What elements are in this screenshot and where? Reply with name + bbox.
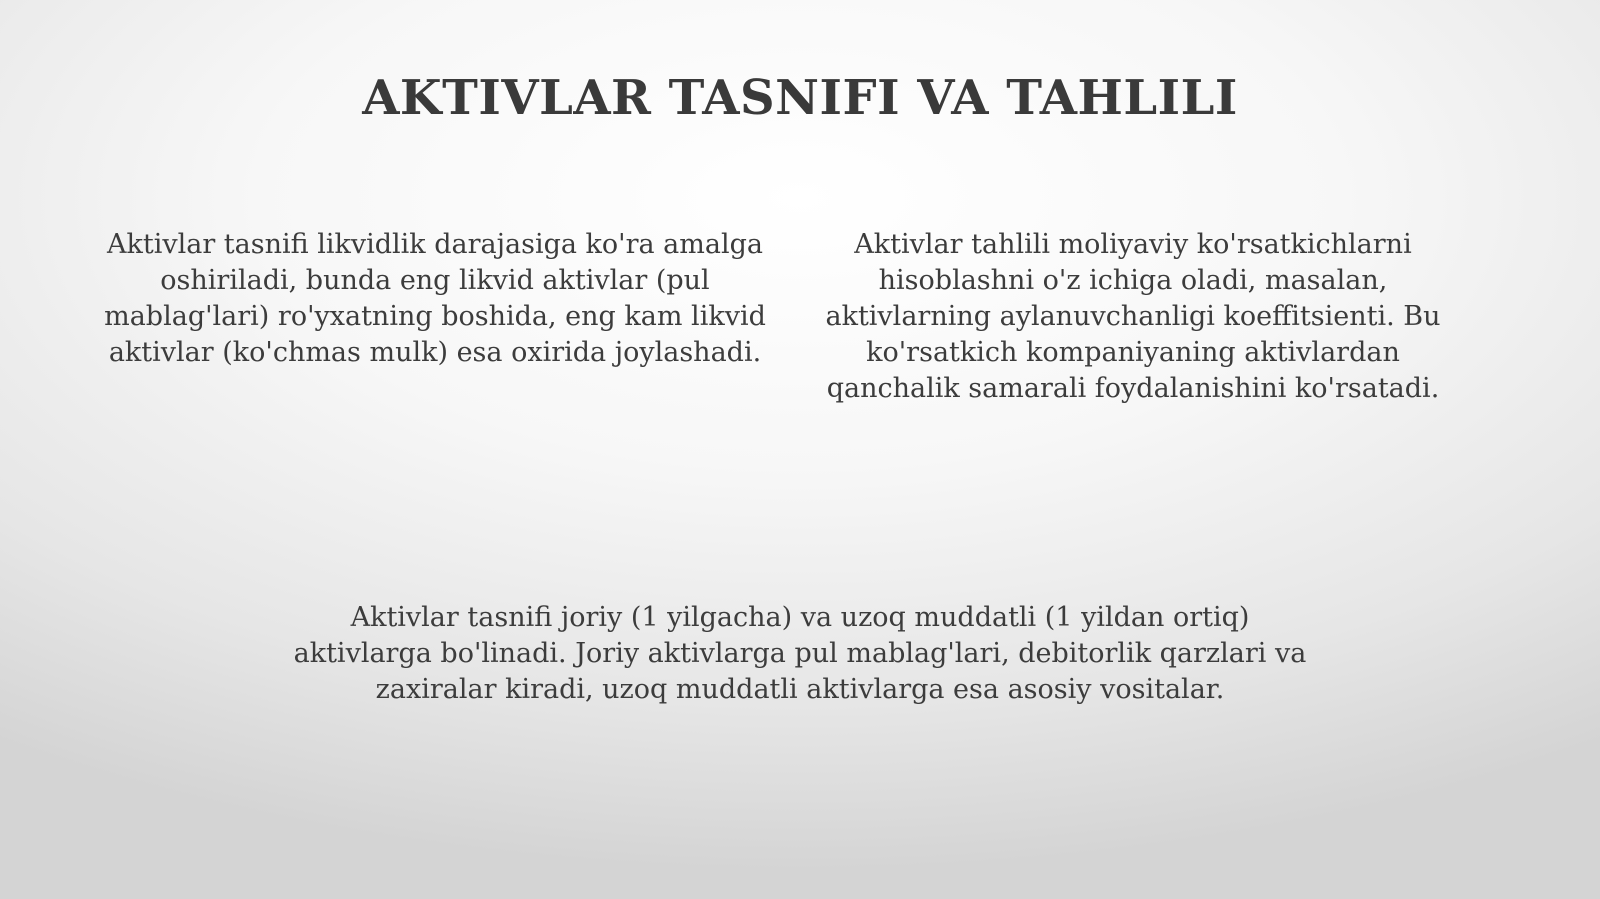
bottom-text-block: Aktivlar tasnifi joriy (1 yilgacha) va uzoq muddatli (1 yildan ortiq) aktivlarga bo'linadi. Joriy aktivlarga pul mablag'lari, debitorlik qarzlari va zaxiralar kiradi, uzoq muddatli aktivlarga esa asosiy vositalar. — [293, 602, 1307, 705]
left-text-block: Aktivlar tasnifi likvidlik darajasiga ko'ra amalga oshiriladi, bunda eng likvid aktivlar (pul mablag'lari) ro'yxatning boshida, eng kam likvid aktivlar (ko'chmas mulk) esa oxirida joylashadi. — [104, 229, 766, 368]
slide-title: AKTIVLAR TASNIFI VA TAHLILI — [362, 70, 1238, 126]
right-text-block: Aktivlar tahlili moliyaviy ko'rsatkichlarni hisoblashni o'z ichiga oladi, masalan, aktivlarning aylanuvchanligi koeffitsienti. Bu ko'rsatkich kompaniyaning aktivlardan qanchalik samarali foydalanishini ko'rsatadi. — [825, 229, 1441, 404]
